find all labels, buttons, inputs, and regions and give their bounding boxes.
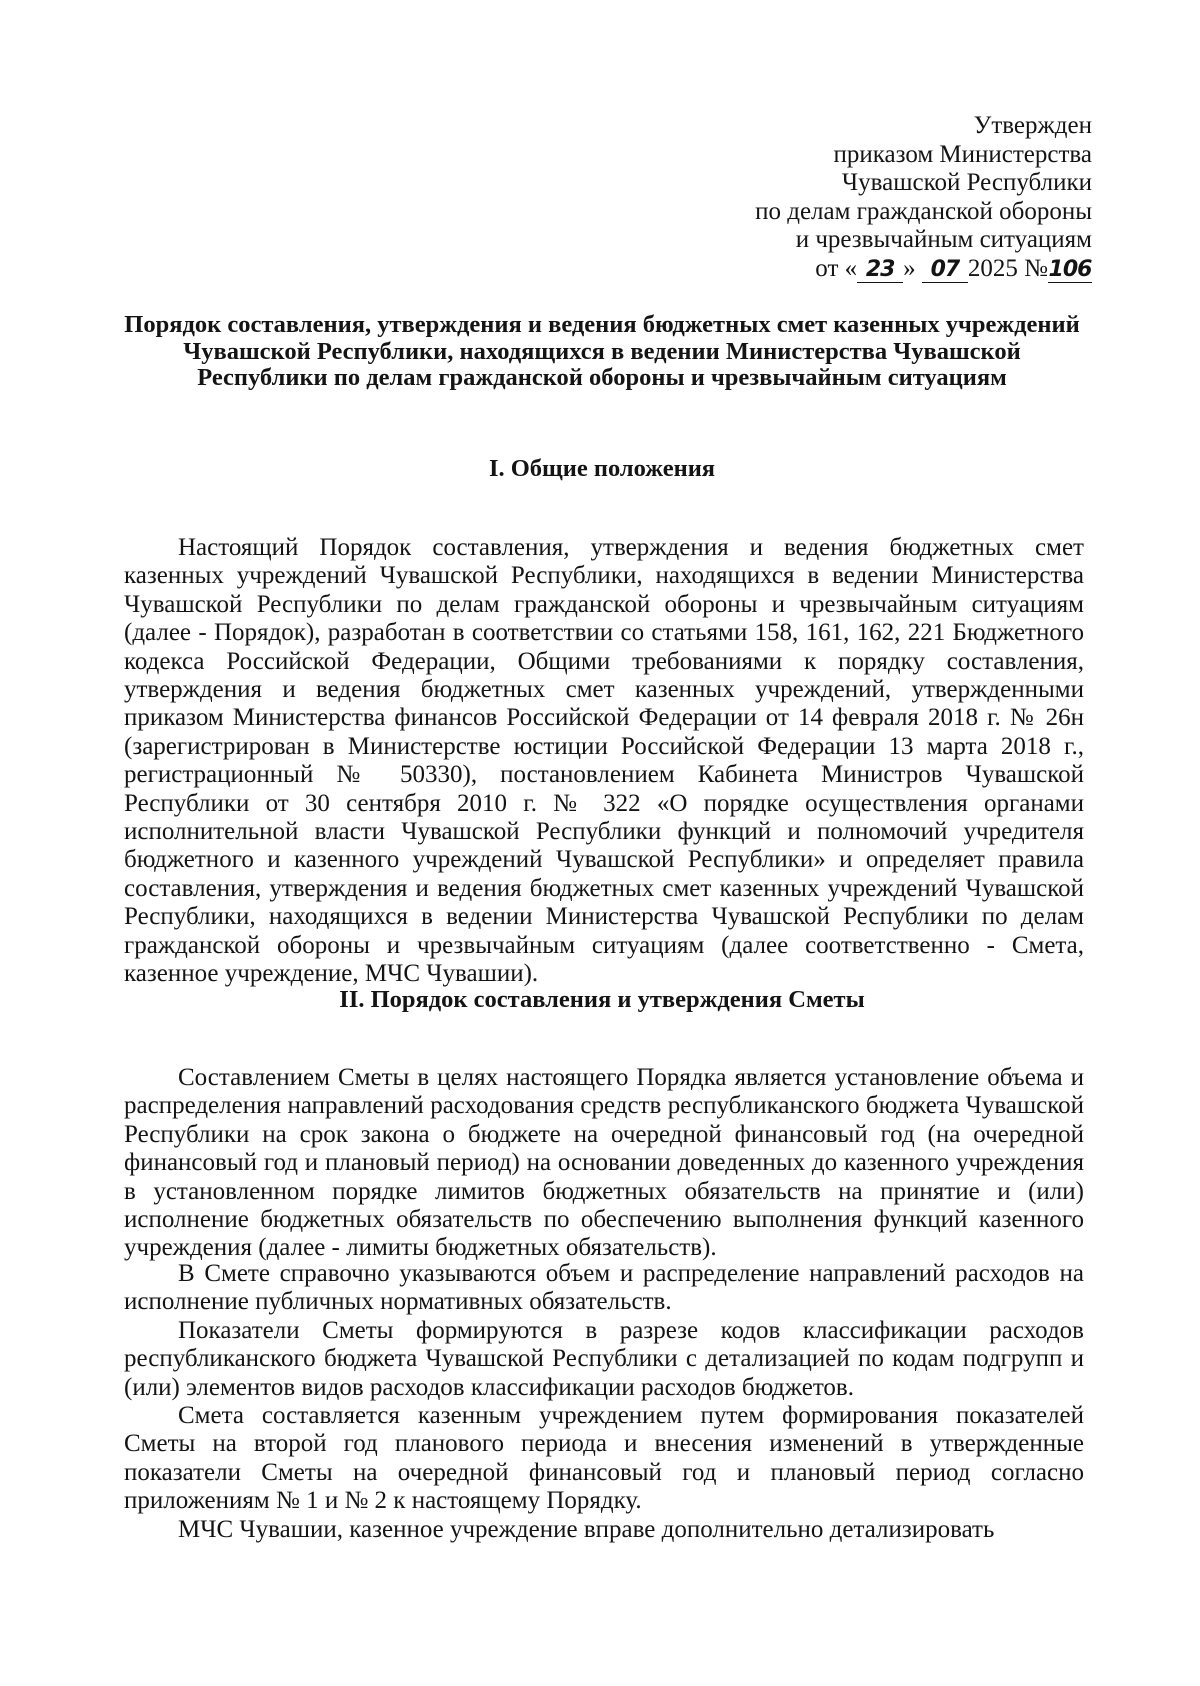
date-day-handwritten: 23	[857, 258, 903, 283]
approval-date-line	[755, 255, 1092, 284]
approval-line-1: Утвержден	[973, 112, 1092, 139]
order-number-handwritten: 106	[1048, 256, 1092, 282]
date-month-handwritten: 07	[922, 258, 968, 283]
section-2-paragraph-1: Составлением Сметы в целях настоящего Порядка является установление объема и распределения направлений расходования средств республиканского бюджета Чувашской Республики на срок закона о бюджете на очередной финансовый год (на очередной финансовый год и плановый период) на основании доведенных до казенного учреждения в установленном порядке лимитов бюджетных обязательств на принятие и (или) исполнение бюджетных обязательств по обеспечению выполнения функций казенного учреждения (далее - лимиты бюджетных обязательств).	[124, 1064, 1084, 1262]
section-2-heading: II. Порядок составления и утверждения Сметы	[339, 986, 865, 1013]
section-1-heading: I. Общие положения	[488, 455, 716, 482]
date-prefix: от «	[815, 254, 858, 282]
section-2-paragraph-3: Показатели Сметы формируются в разрезе кодов классификации расходов республиканского бюджета Чувашской Республики с детализацией по кодам подгрупп и (или) элементов видов расходов классификации расходов бюджетов.	[124, 1317, 1084, 1401]
document-title: Порядок составления, утверждения и ведения бюджетных смет казенных учреждений Чувашской Республики, находящихся в ведении Министерства Чувашской Республики по делам гражданской обороны и чрезвычайным ситуациям	[124, 311, 1080, 391]
approval-line-3: Чувашской Республики	[841, 169, 1092, 197]
approval-line-2: приказом Министерства	[833, 140, 1092, 168]
approval-line-5: и чрезвычайным ситуациям	[795, 226, 1092, 254]
section-1-paragraph-1: Настоящий Порядок составления, утверждения и ведения бюджетных смет казенных учреждений Чувашской Республики, находящихся в ведении Министерства Чувашской Республики по делам гражданской обороны и чрезвычайным ситуациям (далее - Порядок), разработан в соответствии со статьями 158, 161, 162, 221 Бюджетного кодекса Российской Федерации, Общими требованиями к порядку составления, утверждения и ведения бюджетных смет казенных учреждений, утвержденными приказом Министерства финансов Российской Федерации от 14 февраля 2018 г. № 26н (зарегистрирован в Министерстве юстиции Российской Федерации 13 марта 2018 г., регистрационный № 50330), постановлением Кабинета Министров Чувашской Республики от 30 сентября 2010 г. № 322 «О порядке осуществления органами исполнительной власти Чувашской Республики функций и полномочий учредителя бюджетного и казенного учреждений Чувашской Республики» и определяет правила составления, утверждения и ведения бюджетных смет казенных учреждений Чувашской Республики, находящихся в ведении Министерства Чувашской Республики по делам гражданской обороны и чрезвычайным ситуациям (далее соответственно - Смета, казенное учреждение, МЧС Чувашии).	[124, 534, 1084, 988]
approval-line-4: по делам гражданской обороны	[755, 197, 1092, 225]
section-2-paragraph-5: МЧС Чувашии, казенное учреждение вправе дополнительно детализировать	[178, 1516, 995, 1543]
section-2-paragraph-4: Смета составляется казенным учреждением путем формирования показателей Сметы на второй год планового периода и внесения изменений в утвержденные показатели Сметы на очередной финансовый год и плановый период согласно приложениям № 1 и № 2 к настоящему Порядку.	[124, 1402, 1084, 1515]
date-year: 2025 №	[967, 254, 1048, 282]
approval-stamp	[755, 112, 1092, 284]
section-2-paragraph-2: В Смете справочно указываются объем и распределение направлений расходов на исполнение публичных нормативных обязательств.	[124, 1260, 1084, 1316]
date-mid: »	[903, 254, 916, 282]
